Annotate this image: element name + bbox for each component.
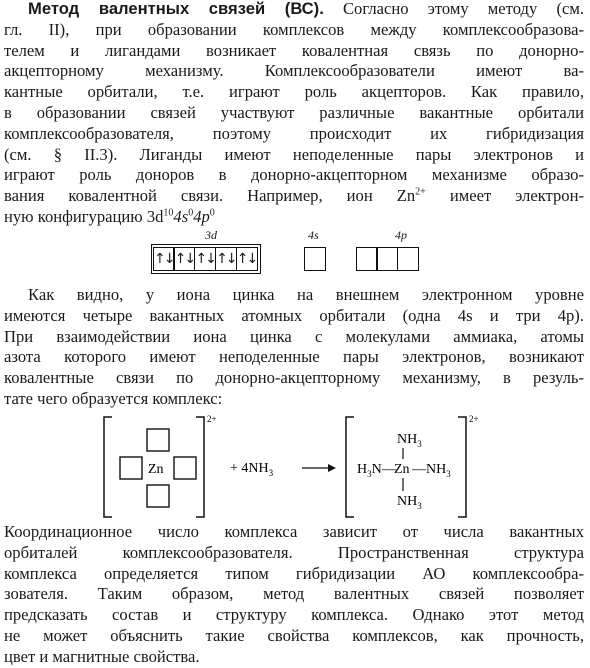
p1-line-10: вания ковалентной связи. Например, ион $Zn^{2+}$ имеет электрон- <box>4 186 584 206</box>
p2-line-1: Как видно, у иона цинка на внешнем электронном уровне <box>28 285 584 304</box>
label-4p: 4p <box>395 228 407 242</box>
charge-right: 2+ <box>469 414 479 424</box>
vacant-orbital-box-left <box>120 457 142 479</box>
p2-line-3: При взаимодействии иона цинка с молекулами аммиака, атомы <box>4 326 584 346</box>
p3-line-1: Координационное число комплекса зависит от числа вакантных <box>4 522 584 541</box>
p1-line-1: Метод валентных связей (ВС). Согласно этому методу (см. <box>28 0 584 18</box>
paragraph-2 <box>4 285 584 410</box>
nh3-right: $—NH_3$ <box>412 462 451 479</box>
orbital-4p-boxes <box>357 247 419 271</box>
p1-line-5: кантные орбитали, т.е. играют роль акцепторов. Как правило, <box>4 82 584 102</box>
zn-center: Zn <box>394 462 410 477</box>
orbital-3d-cell: ↑↓ <box>153 247 175 271</box>
orbital-4p-cell <box>356 247 378 271</box>
p1-line-9: играют роль доноров в донорно-акцепторном механизме образо- <box>4 165 584 185</box>
orbital-4s-box <box>305 247 326 271</box>
orbital-3d-cell: ↑↓ <box>215 247 237 271</box>
p1-line-7: комплексообразователя, поэтому происходит их гибридизация <box>4 123 584 143</box>
p1-line-6: в образовании связей участвуют различные вакантные орбитали <box>4 102 584 122</box>
p3-line-3: комплекса определяется типом гибридизации АО комплексообра- <box>4 563 584 583</box>
label-4s: 4s <box>308 228 319 242</box>
orbital-4s-cell <box>304 247 326 271</box>
orbital-4p-cell <box>376 247 398 271</box>
zn-ion-label: Zn <box>148 462 164 477</box>
left-bracket-open <box>104 417 112 517</box>
nh3-bottom: $NH_3$ <box>397 494 422 511</box>
orbital-3d-boxes <box>151 244 261 274</box>
p1-line-11: ную конфигурацию $3d^{10}4s^04p^0$ <box>4 206 215 226</box>
p2-line-5: ковалентные связи по донорно-акцепторному механизму, в резуль- <box>4 368 584 388</box>
paragraph-3 <box>4 522 584 668</box>
p2-line-2: имеются четыре вакантных атомных орбитали (одна 4s и три 4p). <box>4 305 584 325</box>
orbital-3d-cell: ↑↓ <box>236 247 258 271</box>
nh3-top: $NH_3$ <box>397 432 422 449</box>
p1-line-3: телем и лигандами возникает ковалентная связь по донорно- <box>4 40 584 60</box>
reaction-arrow-head <box>328 464 336 472</box>
left-bracket-close <box>196 417 204 517</box>
right-bracket-close <box>458 417 466 517</box>
orbital-3d-cell: ↑↓ <box>173 247 195 271</box>
p3-line-2: орбиталей комплексообразователя. Пространственная структура <box>4 542 584 562</box>
orbital-3d-cell: ↑↓ <box>194 247 216 271</box>
label-3d: 3d <box>205 228 217 242</box>
p2-line-6: тате чего образуется комплекс: <box>4 388 223 408</box>
p1-line-8: (см. § II.3). Лиганды имеют неподеленные пары электронов и <box>4 144 584 164</box>
vacant-orbital-box-right <box>174 457 196 479</box>
vacant-orbital-box-bottom <box>147 485 169 507</box>
p1-line-4: акцепторному механизму. Комплексообразователи имеют ва- <box>4 61 584 81</box>
h3n-left: $H_3N—$ <box>357 462 396 479</box>
p1-line-2: гл. II), при образовании комплексов между комплексообразова- <box>4 19 584 39</box>
method-title: Метод валентных связей (ВС). <box>28 0 324 18</box>
paragraph-1 <box>4 0 584 228</box>
vacant-orbital-box-top <box>147 429 169 451</box>
complex-formation-scheme <box>0 413 590 523</box>
orbital-4p-cell <box>397 247 419 271</box>
p3-line-4: зователя. Таким образом, метод валентных связей позволяет <box>4 584 584 604</box>
right-bracket-open <box>346 417 354 517</box>
charge-left: 2+ <box>207 414 217 424</box>
p3-line-5: предсказать состав и структуру комплекса. Однако этот метод <box>4 605 584 625</box>
p2-line-4: азота которого имеют неподеленные пары электронов, возникают <box>4 347 584 367</box>
p3-line-7: цвет и магнитные свойства. <box>4 646 200 666</box>
p3-line-6: не может объяснить такие свойства комплексов, как прочность, <box>4 625 584 645</box>
ammonia-reagent: + $4NH_3$ <box>230 461 274 478</box>
